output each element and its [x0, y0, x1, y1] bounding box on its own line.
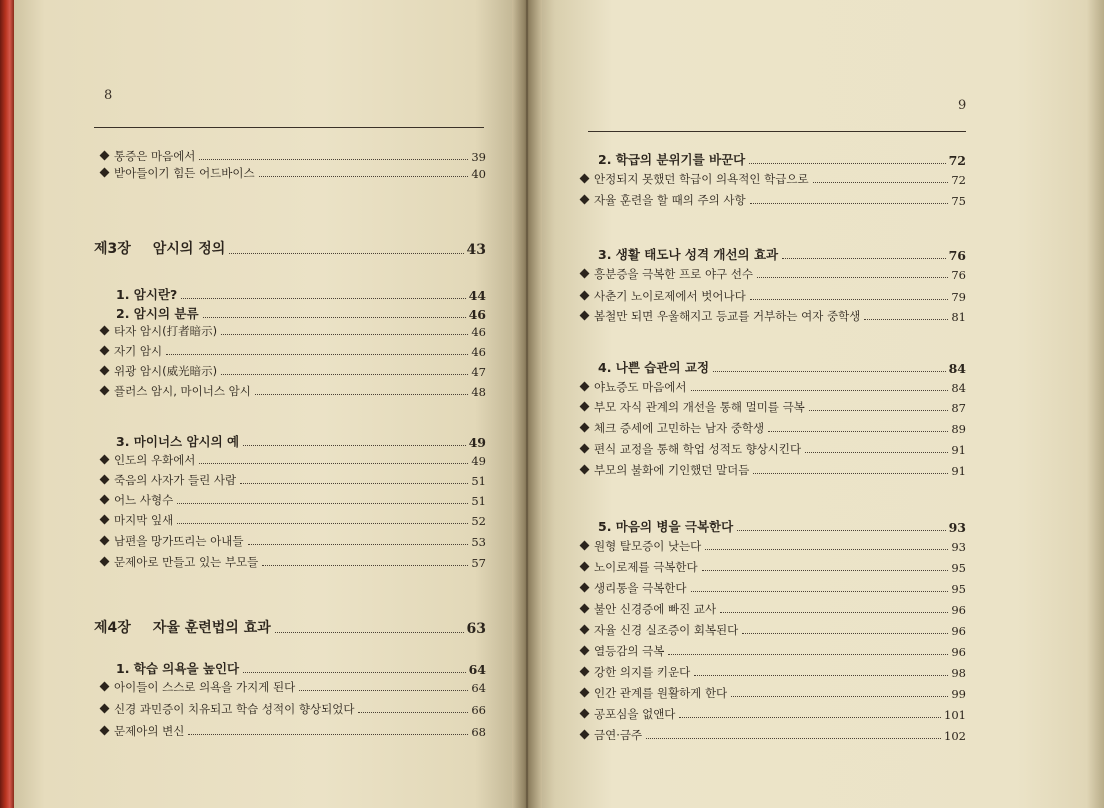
toc-page-number: 46: [468, 307, 486, 322]
leader-dots: [805, 451, 948, 453]
toc-entry: [580, 462, 966, 478]
leader-dots: [705, 548, 948, 550]
leader-dots: [240, 482, 468, 484]
toc-page-number: 68: [471, 725, 486, 739]
toc-label: [580, 559, 698, 575]
toc-label: [580, 266, 753, 282]
toc-page-number: 98: [951, 666, 966, 680]
toc-entry: [580, 622, 966, 638]
toc-entry: [100, 323, 486, 339]
diamond-bullet-icon: [580, 562, 590, 572]
toc-label: [94, 617, 271, 637]
toc-title: 자율 훈련을 할 때의 주의 사항: [594, 193, 746, 207]
toc-section: [598, 517, 966, 535]
toc-label: [580, 441, 801, 457]
toc-title: 자율 훈련법의 효과: [152, 620, 271, 636]
toc-section: [598, 358, 966, 376]
toc-page-number: 46: [471, 325, 486, 339]
toc-title: 강한 의지를 키운다: [594, 665, 691, 679]
toc-label: [580, 379, 687, 395]
toc-page-number: 93: [948, 520, 966, 535]
diamond-bullet-icon: [580, 291, 590, 301]
toc-label: [100, 533, 244, 549]
diamond-bullet-icon: [100, 455, 110, 465]
leader-dots: [259, 175, 469, 177]
toc-page-number: 75: [951, 194, 966, 208]
toc-entry: [100, 492, 486, 508]
toc-label: [100, 492, 173, 508]
leader-dots: [177, 522, 468, 524]
toc-title: 남편을 망가뜨리는 아내들: [114, 534, 244, 548]
toc-entry: [580, 308, 966, 324]
toc-entry: [580, 266, 966, 282]
toc-title: 죽음의 사자가 들린 사람: [114, 473, 237, 487]
toc-label: [100, 452, 195, 468]
toc-entry: [100, 701, 486, 717]
toc-label: [116, 432, 239, 450]
toc-title: 흥분증을 극복한 프로 야구 선수: [594, 267, 754, 281]
toc-entry: [100, 343, 486, 359]
leader-dots: [166, 353, 468, 355]
toc-chapter: [94, 617, 486, 637]
toc-title: 인도의 우화에서: [114, 453, 196, 467]
toc-title: 2. 학급의 분위기를 바꾼다: [598, 152, 746, 167]
toc-label: [100, 323, 217, 339]
toc-title: 3. 마이너스 암시의 예: [116, 434, 240, 449]
leader-dots: [737, 529, 945, 531]
diamond-bullet-icon: [580, 541, 590, 551]
leader-dots: [679, 716, 941, 718]
toc-entry: [580, 379, 966, 395]
toc-title: 문제아의 변신: [114, 724, 185, 738]
toc-entry: [100, 383, 486, 399]
toc-page-number: 102: [944, 729, 966, 743]
toc-section: [598, 245, 966, 263]
toc-title: 받아들이기 힘든 어드바이스: [114, 166, 255, 180]
toc-page-number: 63: [466, 621, 486, 637]
toc-entry: [580, 643, 966, 659]
toc-page-number: 96: [951, 624, 966, 638]
toc-entry: [100, 363, 486, 379]
toc-label: [100, 343, 162, 359]
diamond-bullet-icon: [580, 311, 590, 321]
diamond-bullet-icon: [580, 583, 590, 593]
leader-dots: [262, 564, 468, 566]
diamond-bullet-icon: [580, 667, 590, 677]
leader-dots: [691, 389, 949, 391]
diamond-bullet-icon: [580, 625, 590, 635]
toc-title: 노이로제를 극복한다: [594, 560, 698, 574]
toc-page-number: 76: [948, 248, 966, 263]
toc-page-number: 89: [951, 422, 966, 436]
diamond-bullet-icon: [100, 726, 110, 736]
toc-label: [598, 358, 709, 376]
toc-page-number: 96: [951, 603, 966, 617]
leader-dots: [203, 316, 466, 318]
diamond-bullet-icon: [100, 326, 110, 336]
toc-label: [116, 285, 177, 303]
page-number: 8: [104, 88, 113, 103]
toc-page-number: 79: [951, 290, 966, 304]
toc-entry: [100, 165, 486, 181]
toc-page-number: 57: [471, 556, 486, 570]
diamond-bullet-icon: [580, 402, 590, 412]
toc-page-number: 43: [466, 242, 486, 258]
toc-page-number: 91: [951, 464, 966, 478]
leader-dots: [702, 569, 949, 571]
toc-page-number: 49: [468, 435, 486, 450]
toc-title: 체크 증세에 고민하는 남자 중학생: [594, 421, 765, 435]
toc-entry: [580, 706, 966, 722]
left-page: [14, 0, 526, 808]
toc-entry: [580, 601, 966, 617]
toc-title: 3. 생활 태도나 성격 개선의 효과: [598, 247, 779, 262]
toc-title: 사춘기 노이로제에서 벗어나다: [594, 289, 746, 303]
diamond-bullet-icon: [580, 604, 590, 614]
toc-entry: [580, 420, 966, 436]
toc-label: [580, 580, 687, 596]
toc-label: [580, 664, 690, 680]
toc-title: 2. 암시의 분류: [116, 306, 199, 321]
toc-title: 원형 탈모증이 낫는다: [594, 539, 702, 553]
leader-dots: [229, 252, 463, 254]
diamond-bullet-icon: [580, 465, 590, 475]
toc-entry: [580, 559, 966, 575]
toc-page-number: 95: [951, 582, 966, 596]
toc-title: 인간 관계를 원활하게 한다: [594, 686, 728, 700]
toc-entry: [100, 679, 486, 695]
toc-label: [100, 701, 354, 717]
toc-label: [598, 245, 778, 263]
toc-page-number: 93: [951, 540, 966, 554]
toc-title: 마지막 잎새: [114, 513, 174, 527]
toc-page-number: 64: [471, 681, 486, 695]
toc-title: 부모의 불화에 기인했던 말더듬: [594, 463, 750, 477]
toc-label: [116, 659, 239, 677]
toc-page-number: 47: [471, 365, 486, 379]
toc-title: 생리통을 극복한다: [594, 581, 687, 595]
toc-page-number: 49: [471, 454, 486, 468]
toc-title: 4. 나쁜 습관의 교정: [598, 360, 710, 375]
toc-title: 야뇨증도 마음에서: [594, 380, 687, 394]
toc-entry: [580, 441, 966, 457]
toc-page-number: 81: [951, 310, 966, 324]
leader-dots: [299, 689, 468, 691]
toc-label: [580, 538, 701, 554]
toc-entry: [100, 472, 486, 488]
leader-dots: [742, 632, 948, 634]
leader-dots: [199, 158, 468, 160]
diamond-bullet-icon: [100, 386, 110, 396]
toc-label: [100, 554, 258, 570]
leader-dots: [199, 462, 468, 464]
leader-dots: [358, 711, 468, 713]
diamond-bullet-icon: [100, 168, 110, 178]
toc-label: [580, 462, 749, 478]
leader-dots: [809, 409, 949, 411]
toc-title: 암시의 정의: [152, 241, 226, 257]
toc-label: [100, 512, 173, 528]
leader-dots: [694, 674, 948, 676]
leader-dots: [243, 671, 465, 673]
toc-page-number: 52: [471, 514, 486, 528]
leader-dots: [813, 181, 949, 183]
toc-label: [580, 171, 809, 187]
diamond-bullet-icon: [580, 444, 590, 454]
diamond-bullet-icon: [580, 382, 590, 392]
toc-label: [580, 622, 738, 638]
chapter-number: 제3장: [94, 241, 131, 257]
toc-page-number: 84: [951, 381, 966, 395]
diamond-bullet-icon: [100, 366, 110, 376]
toc-entry: [580, 538, 966, 554]
toc-label: [116, 304, 199, 322]
toc-page-number: 91: [951, 443, 966, 457]
leader-dots: [188, 733, 468, 735]
leader-dots: [768, 430, 948, 432]
toc-title: 5. 마음의 병을 극복한다: [598, 519, 734, 534]
chapter-number: 제4장: [94, 620, 131, 636]
toc-section: [116, 659, 486, 677]
leader-dots: [720, 611, 948, 613]
toc-page-number: 48: [471, 385, 486, 399]
toc-entry: [100, 533, 486, 549]
toc-page-number: 64: [468, 662, 486, 677]
toc-title: 아이들이 스스로 의욕을 가지게 된다: [114, 680, 296, 694]
toc-page-number: 40: [471, 167, 486, 181]
toc-page-number: 51: [471, 474, 486, 488]
leader-dots: [248, 543, 469, 545]
toc-label: [598, 517, 733, 535]
toc-title: 자율 신경 실조증이 회복된다: [594, 623, 739, 637]
diamond-bullet-icon: [580, 646, 590, 656]
toc-page-number: 96: [951, 645, 966, 659]
leader-dots: [177, 502, 468, 504]
toc-entry: [580, 685, 966, 701]
diamond-bullet-icon: [100, 475, 110, 485]
toc-section: [598, 150, 966, 168]
toc-title: 봄철만 되면 우울해지고 등교를 거부하는 여자 중학생: [594, 309, 861, 323]
toc-label: [100, 165, 255, 181]
leader-dots: [181, 297, 465, 299]
toc-label: [580, 192, 746, 208]
toc-entry: [580, 288, 966, 304]
diamond-bullet-icon: [100, 536, 110, 546]
toc-page-number: 72: [951, 173, 966, 187]
toc-page-number: 72: [948, 153, 966, 168]
toc-page-number: 84: [948, 361, 966, 376]
diamond-bullet-icon: [580, 174, 590, 184]
toc-entry: [580, 171, 966, 187]
leader-dots: [691, 590, 949, 592]
toc-page-number: 101: [944, 708, 966, 722]
diamond-bullet-icon: [100, 346, 110, 356]
toc-chapter: [94, 238, 486, 258]
diamond-bullet-icon: [100, 704, 110, 714]
toc-label: [100, 723, 184, 739]
toc-label: [580, 601, 716, 617]
right-page: [526, 0, 1104, 808]
toc-title: 위광 암시(威光暗示): [114, 364, 218, 378]
leader-dots: [757, 276, 948, 278]
toc-entry: [100, 554, 486, 570]
toc-entry: [580, 727, 966, 743]
leader-dots: [668, 653, 948, 655]
toc-title: 플러스 암시, 마이너스 암시: [114, 384, 251, 398]
leader-dots: [713, 370, 946, 372]
toc-page-number: 99: [951, 687, 966, 701]
diamond-bullet-icon: [580, 730, 590, 740]
leader-dots: [750, 202, 949, 204]
leader-dots: [749, 162, 945, 164]
toc-title: 금연·금주: [594, 728, 643, 742]
toc-label: [100, 363, 217, 379]
toc-page-number: 44: [468, 288, 486, 303]
leader-dots: [782, 257, 945, 259]
page-number: 9: [958, 98, 967, 113]
toc-title: 열등감의 극복: [594, 644, 665, 658]
book-gutter: [512, 0, 542, 808]
toc-section: [116, 432, 486, 450]
toc-label: [580, 643, 664, 659]
leader-dots: [255, 393, 469, 395]
diamond-bullet-icon: [580, 709, 590, 719]
toc-label: [580, 727, 642, 743]
diamond-bullet-icon: [100, 515, 110, 525]
toc-title: 불안 신경증에 빠진 교사: [594, 602, 717, 616]
leader-dots: [731, 695, 948, 697]
toc-title: 타자 암시(打者暗示): [114, 324, 218, 338]
diamond-bullet-icon: [580, 688, 590, 698]
toc-label: [100, 383, 251, 399]
toc-page-number: 95: [951, 561, 966, 575]
toc-entry: [100, 512, 486, 528]
toc-label: [580, 288, 746, 304]
toc-label: [100, 679, 295, 695]
toc-label: [580, 399, 805, 415]
toc-title: 1. 암시란?: [116, 287, 178, 302]
toc-label: [580, 685, 727, 701]
toc-page-number: 46: [471, 345, 486, 359]
toc-title: 신경 과민증이 치유되고 학습 성적이 향상되었다: [114, 702, 355, 716]
toc-label: [580, 420, 764, 436]
toc-title: 안정되지 못했던 학급이 의욕적인 학급으로: [594, 172, 809, 186]
toc-page-number: 76: [951, 268, 966, 282]
toc-label: [580, 308, 860, 324]
diamond-bullet-icon: [100, 151, 110, 161]
header-rule: [94, 127, 484, 128]
leader-dots: [243, 444, 465, 446]
book-cover-edge: [0, 0, 14, 808]
toc-page-number: 51: [471, 494, 486, 508]
toc-label: [580, 706, 675, 722]
toc-page-number: 66: [471, 703, 486, 717]
toc-title: 편식 교정을 통해 학업 성적도 향상시킨다: [594, 442, 802, 456]
toc-entry: [580, 399, 966, 415]
toc-entry: [580, 192, 966, 208]
toc-entry: [580, 664, 966, 680]
toc-section: [116, 285, 486, 303]
toc-entry: [100, 723, 486, 739]
toc-title: 통증은 마음에서: [114, 149, 196, 163]
toc-title: 1. 학습 의욕을 높인다: [116, 661, 240, 676]
diamond-bullet-icon: [100, 557, 110, 567]
toc-title: 어느 사형수: [114, 493, 174, 507]
toc-title: 자기 암시: [114, 344, 163, 358]
toc-label: [100, 472, 236, 488]
leader-dots: [753, 472, 948, 474]
toc-title: 부모 자식 관계의 개선을 통해 멀미를 극복: [594, 400, 805, 414]
toc-section: [116, 304, 486, 322]
diamond-bullet-icon: [580, 423, 590, 433]
toc-entry: [100, 452, 486, 468]
toc-page-number: 39: [471, 150, 486, 164]
toc-entry: [100, 148, 486, 164]
diamond-bullet-icon: [580, 269, 590, 279]
header-rule: [588, 131, 966, 132]
toc-entry: [580, 580, 966, 596]
toc-title: 공포심을 없앤다: [594, 707, 676, 721]
leader-dots: [275, 631, 464, 633]
toc-label: [598, 150, 745, 168]
toc-page-number: 53: [471, 535, 486, 549]
toc-page-number: 87: [951, 401, 966, 415]
diamond-bullet-icon: [100, 495, 110, 505]
diamond-bullet-icon: [100, 682, 110, 692]
leader-dots: [864, 318, 948, 320]
leader-dots: [646, 737, 941, 739]
toc-label: [100, 148, 195, 164]
leader-dots: [750, 298, 949, 300]
diamond-bullet-icon: [580, 195, 590, 205]
toc-title: 문제아로 만들고 있는 부모들: [114, 555, 259, 569]
toc-label: [94, 238, 225, 258]
leader-dots: [221, 373, 468, 375]
leader-dots: [221, 333, 468, 335]
